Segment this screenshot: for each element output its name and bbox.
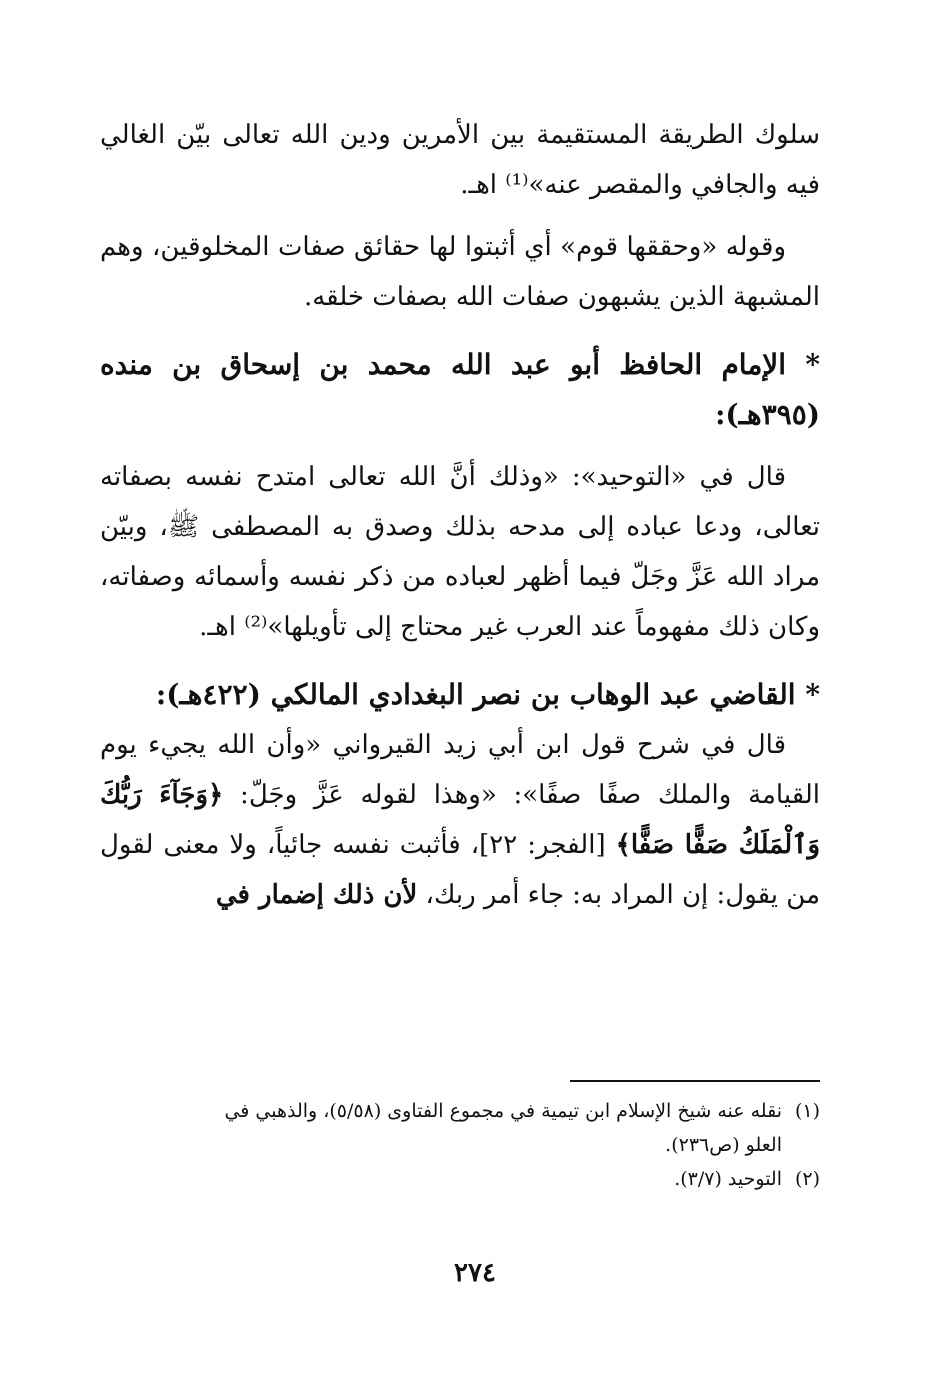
text-segment-bold: لأن ذلك إضمار في bbox=[215, 880, 418, 910]
section-heading-ibn-mandah bbox=[100, 340, 820, 440]
footnote-number: (١) bbox=[794, 1100, 820, 1122]
section-text-abd-al-wahhab bbox=[100, 720, 820, 920]
footnote-1-continuation: العلو (ص٢٣٦). bbox=[665, 1134, 782, 1156]
footnote-1 bbox=[100, 1094, 820, 1128]
star-bullet: * bbox=[805, 678, 820, 711]
section-heading-abd-al-wahhab bbox=[100, 670, 820, 720]
section-text-ibn-mandah: قال في «التوحيد»: «وذلك أنَّ الله تعالى امتدح نفسه بصفاته تعالى، ودعا عباده إلى مدحه بذلك وصدق به المصطفى ﷺ، وبيّن مراد الله عَزَّ وجَلّ فيما أظهر لعباده من ذكر نفسه وأسمائه وصفاته، وكان ذلك مفهوماً عند العرب غير محتاج إلى تأويلها»⁽²⁾ اهـ. bbox=[100, 462, 820, 642]
footnote-divider bbox=[570, 1080, 820, 1082]
paragraph-continuation: سلوك الطريقة المستقيمة بين الأمرين ودين الله تعالى بيّن الغالي فيه والجافي والمقصر عنه»⁽¹⁾ اهـ. bbox=[100, 120, 820, 200]
quran-verse: ﴿وَجَآءَ رَبُّكَ وَٱلْمَلَكُ صَفًّا صَفًّا﴾ bbox=[100, 780, 821, 860]
footnote-number: (٢) bbox=[794, 1168, 820, 1190]
page-number: ٢٧٤ bbox=[454, 1258, 496, 1288]
footnotes bbox=[100, 1080, 820, 1196]
text-segment: قال في شرح قول ابن أبي زيد القيرواني «وأن الله يجيء يوم القيامة والملك صفًا صفًا»: «وهذا لقوله عَزَّ وجَلّ: bbox=[100, 730, 820, 810]
star-bullet: * bbox=[805, 348, 820, 381]
heading-text: القاضي عبد الوهاب بن نصر البغدادي المالكي (٤٢٢هـ): bbox=[155, 678, 796, 711]
footnote-text: نقله عنه شيخ الإسلام ابن تيمية في مجموع الفتاوى (٥/٥٨)، والذهبي في bbox=[224, 1100, 782, 1122]
paragraph-explanation: وقوله «وحققها قوم» أي أثبتوا لها حقائق صفات المخلوقين، وهم المشبهة الذين يشبهون صفات الله بصفات خلقه. bbox=[100, 232, 820, 312]
footnote-2 bbox=[100, 1162, 820, 1196]
text-segment: [الفجر: ٢٢]، فأثبت نفسه جائياً، ولا معنى لقول من يقول: إن المراد به: جاء أمر ربك، bbox=[100, 830, 820, 910]
footnote-text: التوحيد (٣/٧). bbox=[674, 1168, 782, 1190]
heading-text: الإمام الحافظ أبو عبد الله محمد بن إسحاق بن منده (٣٩٥هـ): bbox=[100, 348, 820, 431]
page-body bbox=[100, 110, 820, 920]
